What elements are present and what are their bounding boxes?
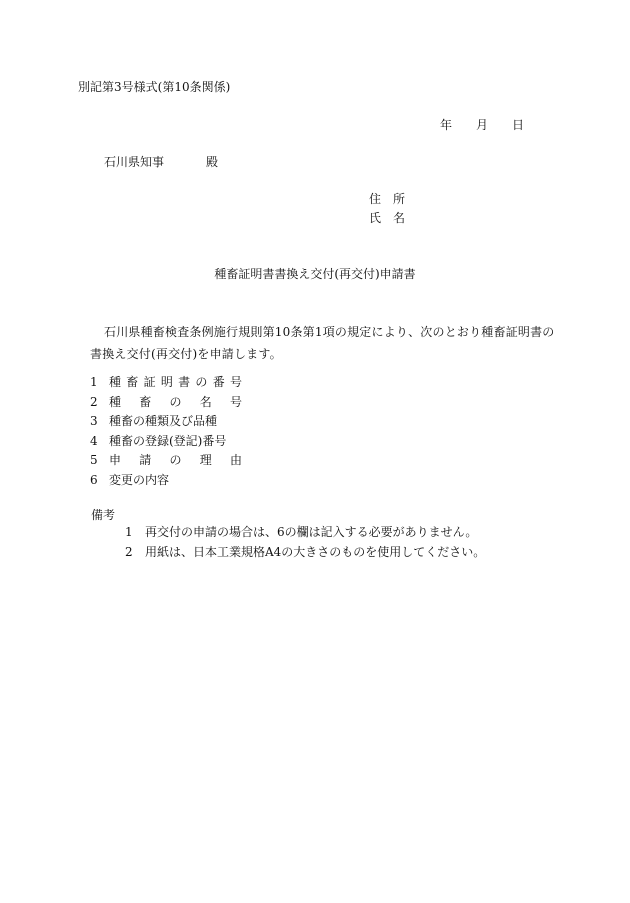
document-title: 種畜証明書書換え交付(再交付)申請書: [214, 267, 416, 281]
body-paragraph: 石川県種畜検査条例施行規則第10条第1項の規定により、次のとおり種畜証明書の書換え交付(再交付)を申請します。: [90, 325, 555, 361]
item-label: 種畜の種類及び品種: [109, 414, 218, 428]
item-char: の: [169, 394, 182, 409]
item-number: 4: [90, 433, 98, 448]
form-number: 別記第3号様式(第10条関係): [78, 80, 231, 94]
remark-item: [125, 546, 485, 566]
list-item: [90, 435, 242, 455]
item-char: 畜: [126, 375, 139, 389]
item-char: 理: [199, 453, 212, 467]
item-char: の: [169, 453, 182, 467]
date-month: 月: [476, 118, 489, 132]
remarks-heading: 備考: [91, 508, 116, 522]
item-number: 3: [90, 414, 98, 428]
item-number: 2: [90, 394, 98, 409]
item-char: 畜: [139, 394, 152, 409]
name-label-char: 名: [393, 211, 406, 225]
item-char: 明: [160, 375, 173, 389]
addressee: [104, 156, 218, 168]
item-char: 号: [229, 394, 242, 409]
date-line: [440, 119, 524, 131]
remarks-list: [125, 526, 485, 566]
address-label-char: 住: [369, 192, 382, 206]
remark-number: 1: [125, 525, 133, 539]
item-number: 6: [90, 472, 98, 487]
item-char: 由: [229, 453, 242, 467]
item-char: 種: [109, 375, 122, 389]
item-list: [90, 376, 242, 493]
item-label: [109, 376, 242, 396]
list-item: [90, 376, 242, 396]
item-char: 請: [139, 453, 152, 467]
item-label: 変更の内容: [109, 472, 170, 487]
list-item: [90, 454, 242, 474]
applicant-address-label: [369, 193, 405, 205]
remark-number: 2: [125, 545, 133, 559]
list-item: [90, 415, 242, 435]
item-char: 申: [109, 453, 122, 467]
item-char: 号: [229, 375, 242, 389]
item-char: 名: [199, 394, 212, 409]
list-item: [90, 474, 242, 494]
addressee-name: 石川県知事: [104, 155, 165, 169]
item-char: 証: [143, 375, 156, 389]
item-char: の: [195, 375, 208, 389]
date-year: 年: [440, 118, 453, 132]
date-day: 日: [512, 118, 525, 132]
remark-text: 再交付の申請の場合は、6の欄は記入する必要がありません。: [145, 525, 478, 539]
item-label: [109, 454, 242, 474]
item-number: 5: [90, 453, 98, 467]
item-char: 種: [109, 394, 122, 409]
name-label-char: 氏: [369, 211, 382, 225]
item-number: 1: [90, 375, 98, 389]
item-char: 番: [212, 375, 225, 389]
remark-text: 用紙は、日本工業規格A4の大きさのものを使用してください。: [145, 545, 486, 559]
item-label: [109, 396, 242, 416]
item-label: 種畜の登録(登記)番号: [109, 433, 227, 448]
item-char: 書: [178, 375, 191, 389]
remark-item: [125, 526, 485, 546]
addressee-honorific: 殿: [206, 155, 219, 169]
applicant-name-label: [369, 212, 405, 224]
address-label-char: 所: [393, 192, 406, 206]
list-item: [90, 396, 242, 416]
